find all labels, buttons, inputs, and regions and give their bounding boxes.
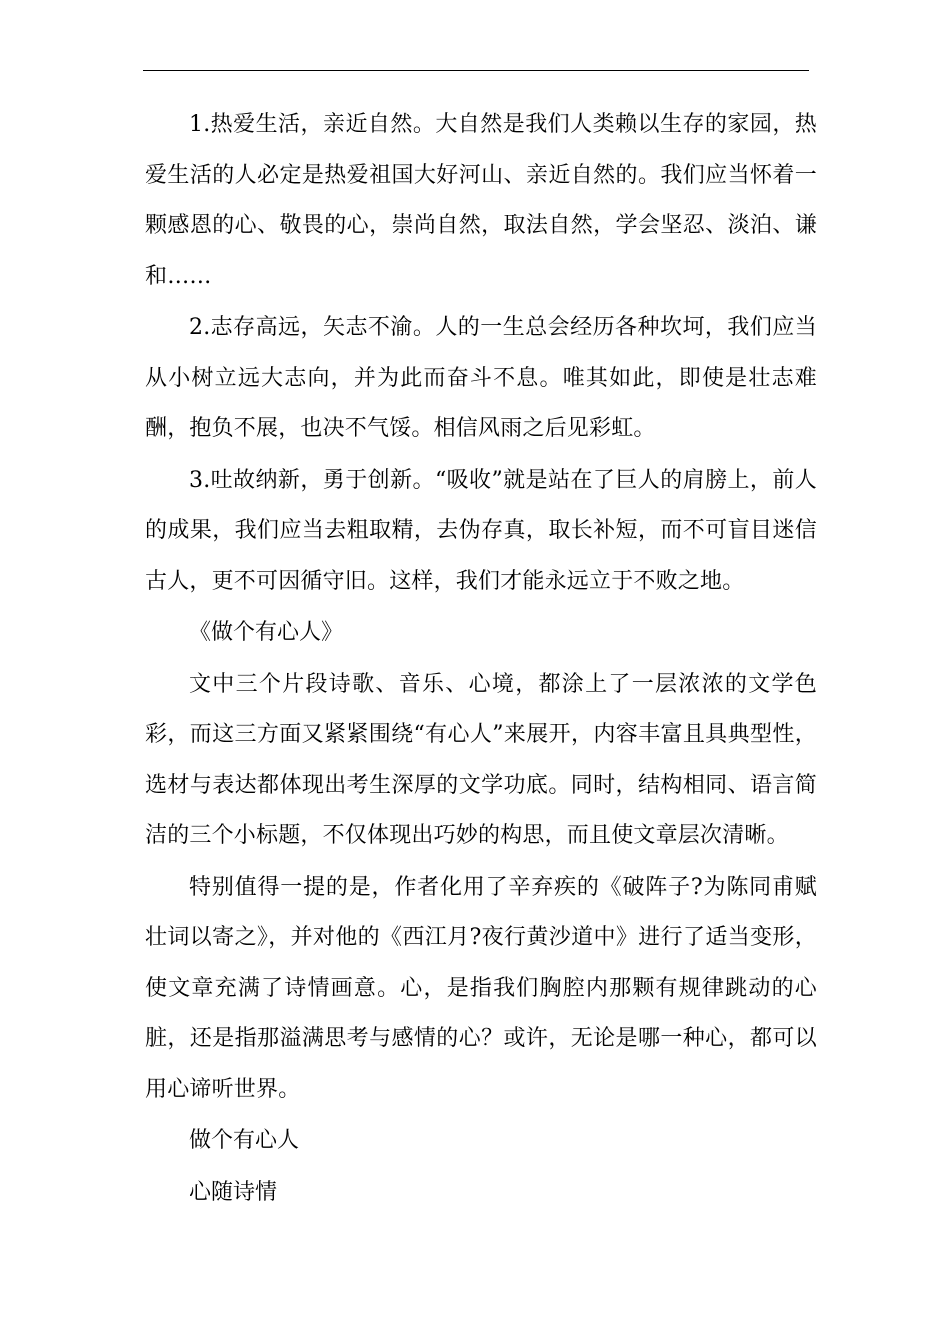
paragraph-innovation: 3.吐故纳新，勇于创新。“吸收”就是站在了巨人的肩膀上，前人的成果，我们应当去粗取精，去伪存真，取长补短，而不可盲目迷信古人，更不可因循守旧。这样，我们才能永远立于不败之地。 bbox=[145, 467, 817, 594]
paragraph-love-life: 1.热爱生活，亲近自然。大自然是我们人类赖以生存的家园，热爱生活的人必定是热爱祖国大好河山、亲近自然的。我们应当怀着一颗感恩的心、敬畏的心，崇尚自然，取法自然，学会坚忍、淡泊、谦和…… bbox=[145, 112, 817, 289]
essay-title: 做个有心人 bbox=[189, 1128, 300, 1153]
paragraph-special-note: 特别值得一提的是，作者化用了辛弃疾的《破阵子?为陈同甫赋壮词以寄之》，并对他的《西江月?夜行黄沙道中》进行了适当变形，使文章充满了诗情画意。心，是指我们胸腔内那颗有规律跳动的心脏，还是指那溢满思考与感情的心？或许，无论是哪一种心，都可以用心谛听世界。 bbox=[145, 874, 817, 1102]
essay-title-quoted: 《做个有心人》 bbox=[189, 620, 344, 645]
header-rule bbox=[143, 70, 809, 71]
document-body bbox=[145, 100, 817, 1219]
paragraph-commentary: 文中三个片段诗歌、音乐、心境，都涂上了一层浓浓的文学色彩，而这三方面又紧紧围绕“有心人”来展开，内容丰富且具典型性，选材与表达都体现出考生深厚的文学功底。同时，结构相同、语言简洁的三个小标题，不仅体现出巧妙的构思，而且使文章层次清晰。 bbox=[145, 671, 817, 848]
paragraph-high-ambition: 2.志存高远，矢志不渝。人的一生总会经历各种坎坷，我们应当从小树立远大志向，并为此而奋斗不息。唯其如此，即使是壮志难酬，抱负不展，也决不气馁。相信风雨之后见彩虹。 bbox=[145, 315, 817, 441]
section-heading: 心随诗情 bbox=[189, 1179, 278, 1205]
